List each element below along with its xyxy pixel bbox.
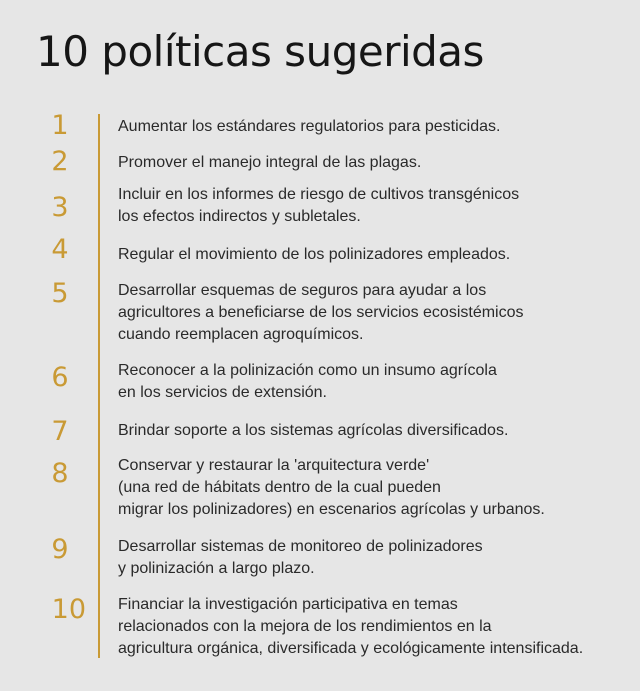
item-number: 1 (51, 110, 69, 141)
item-number: 8 (51, 458, 69, 489)
item-text: Brindar soporte a los sistemas agrícolas diversificados. (118, 422, 509, 439)
item-text: Aumentar los estándares regulatorios para pesticidas. (118, 118, 501, 135)
item-text: Desarrollar esquemas de seguros para ayudar a los agricultores a beneficiarse de los servicios ecosistémicos cuando reemplacen agroquímicos. (118, 282, 524, 343)
item-text: Desarrollar sistemas de monitoreo de polinizadores y polinización a largo plazo. (118, 538, 483, 577)
item-number: 4 (51, 234, 69, 265)
item-text: Reconocer a la polinización como un insumo agrícola en los servicios de extensión. (118, 362, 497, 401)
item-text: Promover el manejo integral de las plagas. (118, 154, 422, 171)
item-number: 9 (51, 534, 69, 565)
item-number: 7 (51, 416, 69, 447)
item-number: 3 (51, 192, 69, 223)
accent-vertical-rule (98, 114, 100, 658)
item-text: Regular el movimiento de los polinizadores empleados. (118, 246, 511, 263)
item-number: 6 (51, 362, 69, 393)
item-number: 10 (51, 594, 86, 625)
item-number: 5 (51, 278, 69, 309)
item-text: Financiar la investigación participativa en temas relacionados con la mejora de los rendimientos en la agricultura orgánica, diversificada y ecológicamente intensificada. (118, 596, 584, 657)
item-text: Incluir en los informes de riesgo de cultivos transgénicos los efectos indirectos y subletales. (118, 186, 520, 225)
item-number: 2 (51, 146, 69, 177)
page-title: 10 políticas sugeridas (36, 27, 484, 76)
item-text: Conservar y restaurar la 'arquitectura verde' (una red de hábitats dentro de la cual pueden migrar los polinizadores) en escenarios agrícolas y urbanos. (118, 457, 545, 518)
